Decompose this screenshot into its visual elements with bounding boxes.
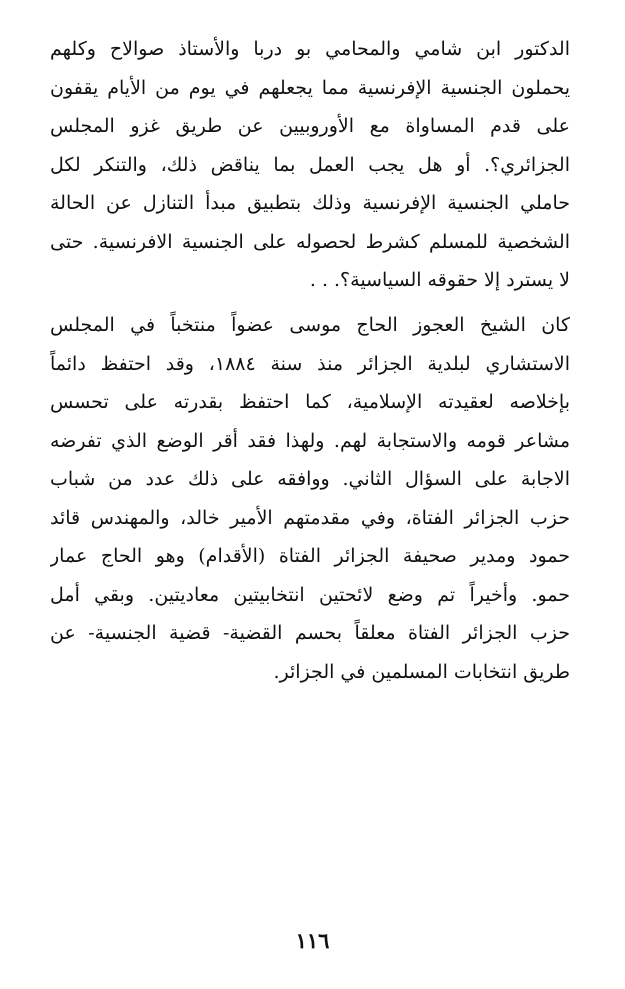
text-line: حاملي الجنسية الإفرنسية وذلك بتطبيق مبدأ التنازل عن الحالة: [50, 192, 570, 214]
text-line: على قدم المساواة مع الأوروبيين عن طريق غزو المجلس: [50, 115, 570, 137]
text-line: لا يسترد إلا حقوقه السياسية؟. . .: [309, 269, 570, 291]
text-line: حمود ومدير صحيفة الجزائر الفتاة (الأقدام) وهو الحاج عمار: [50, 545, 570, 567]
text-line: يحملون الجنسية الإفرنسية مما يجعلهم في يوم من الأيام يقفون: [50, 76, 570, 99]
paragraph-1: [50, 30, 570, 300]
text-line: طريق انتخابات المسلمين في الجزائر.: [273, 660, 570, 683]
text-line: حمو. وأخيراً تم وضع لائحتين انتخابيتين معاديتين. وبقي أمل: [50, 583, 570, 606]
text-line: مشاعر قومه والاستجابة لهم. ولهذا فقد أقر الوضع الذي تفرضه: [50, 429, 570, 452]
text-line: حزب الجزائر الفتاة، وفي مقدمتهم الأمير خالد، والمهندس قائد: [50, 506, 570, 529]
text-line: الشخصية للمسلم كشرط لحصوله على الجنسية الافرنسية. حتى: [50, 230, 570, 253]
text-line: حزب الجزائر الفتاة معلقاً بحسم القضية- قضية الجنسية- عن: [50, 622, 570, 644]
text-line: الاجابة على السؤال الثاني. ووافقه على ذلك عدد من شباب: [50, 468, 570, 490]
paragraph-2: [50, 306, 570, 691]
text-line: الجزائري؟. أو هل يجب العمل بما يناقض ذلك، والتنكر لكل: [50, 153, 570, 176]
text-line: الاستشاري لبلدية الجزائر منذ سنة ١٨٨٤، وقد احتفظ دائماً: [50, 352, 570, 375]
text-line: بإخلاصه لعقيدته الإسلامية، كما احتفظ بقدرته على تحسس: [50, 391, 570, 413]
page-number: ١١٦: [295, 928, 330, 953]
text-line: الدكتور ابن شامي والمحامي بو دربا والأستاذ صوالاح وكلهم: [50, 38, 570, 60]
text-line: كان الشيخ العجوز الحاج موسى عضواً منتخباً في المجلس: [50, 314, 570, 336]
